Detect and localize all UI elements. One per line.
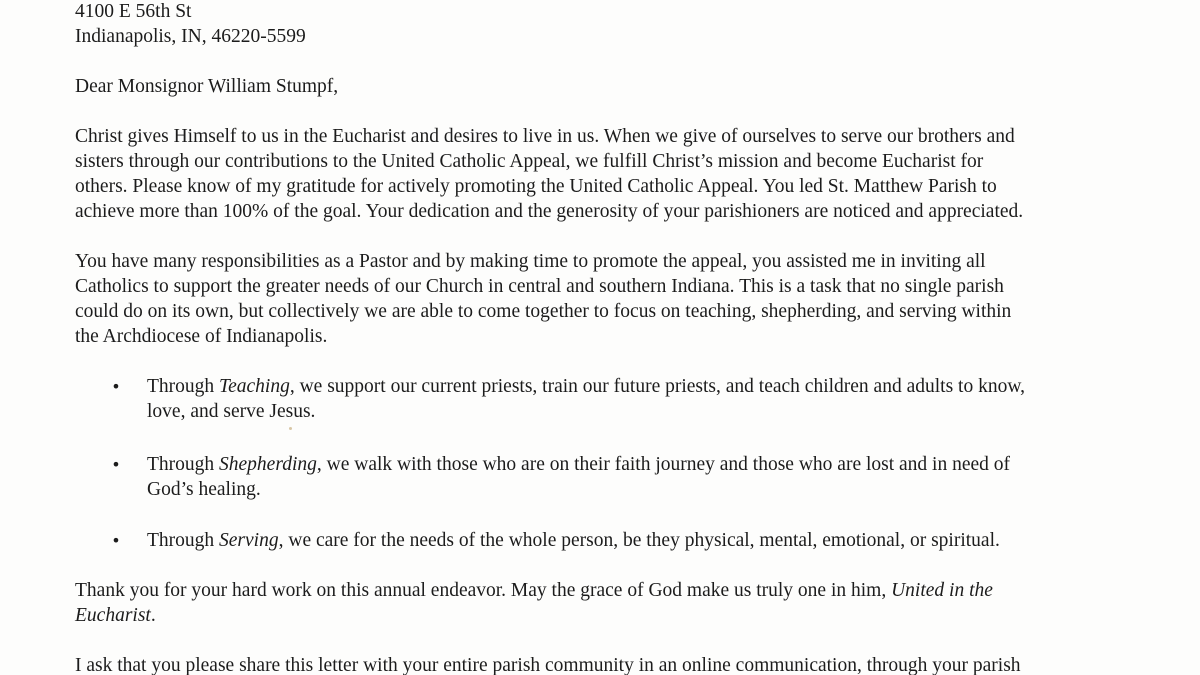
- paragraph-line: Catholics to support the greater needs of our Church in central and southern Indiana. This is a task that no single parish: [75, 276, 1004, 297]
- salutation: Dear Monsignor William Stumpf,: [75, 76, 339, 97]
- bullet-line: [147, 452, 1010, 477]
- paragraph-line: the Archdiocese of Indianapolis.: [75, 326, 328, 347]
- bullet-text: , we care for the needs of the whole person, be they physical, mental, emotional, or spiritual.: [278, 530, 1000, 551]
- paragraph-line: others. Please know of my gratitude for actively promoting the United Catholic Appeal. You led St. Matthew Parish to: [75, 176, 997, 197]
- closing-emphasis: Eucharist: [75, 605, 151, 626]
- bullet-prefix: Through: [147, 530, 220, 551]
- closing-line: [75, 603, 156, 628]
- bullet-emphasis: Teaching: [219, 376, 290, 397]
- paragraph-line: could do on its own, but collectively we are able to come together to focus on teaching, shepherding, and serving within: [75, 301, 1012, 322]
- address-city-line: Indianapolis, IN, 46220-5599: [75, 26, 306, 47]
- paragraph-line: achieve more than 100% of the goal. Your dedication and the generosity of your parishioners are noticed and appreciated.: [75, 201, 1024, 222]
- address-street: 4100 E 56th St: [75, 1, 192, 22]
- closing-text: .: [150, 605, 156, 626]
- bullet-line: [147, 528, 1000, 553]
- bullet-marker: •: [111, 377, 121, 396]
- paragraph-line: Christ gives Himself to us in the Eucharist and desires to live in us. When we give of ourselves to serve our brothers and: [75, 126, 1015, 147]
- bullet-text: , we support our current priests, train our future priests, and teach children and adults to know,: [289, 376, 1026, 397]
- bullet-line: [147, 374, 1025, 399]
- bullet-marker: •: [111, 455, 121, 474]
- bullet-prefix: Through: [147, 376, 220, 397]
- bullet-continuation: God’s healing.: [147, 479, 261, 500]
- scan-speck: [289, 427, 292, 430]
- bullet-text: , we walk with those who are on their faith journey and those who are lost and in need of: [316, 454, 1011, 475]
- closing-emphasis: United in the: [891, 580, 993, 601]
- bullet-marker: •: [111, 531, 121, 550]
- bullet-emphasis: Shepherding: [219, 454, 317, 475]
- paragraph-share-request: I ask that you please share this letter with your entire parish community in an online communication, through your parish: [75, 655, 1021, 675]
- bullet-continuation: love, and serve Jesus.: [147, 401, 316, 422]
- closing-text: Thank you for your hard work on this annual endeavor. May the grace of God make us truly one in him,: [75, 580, 892, 601]
- closing-line: [75, 578, 993, 603]
- paragraph-line: You have many responsibilities as a Pastor and by making time to promote the appeal, you assisted me in inviting all: [75, 251, 986, 272]
- paragraph-line: sisters through our contributions to the United Catholic Appeal, we fulfill Christ’s mission and become Eucharist for: [75, 151, 984, 172]
- bullet-prefix: Through: [147, 454, 220, 475]
- bullet-emphasis: Serving: [219, 530, 279, 551]
